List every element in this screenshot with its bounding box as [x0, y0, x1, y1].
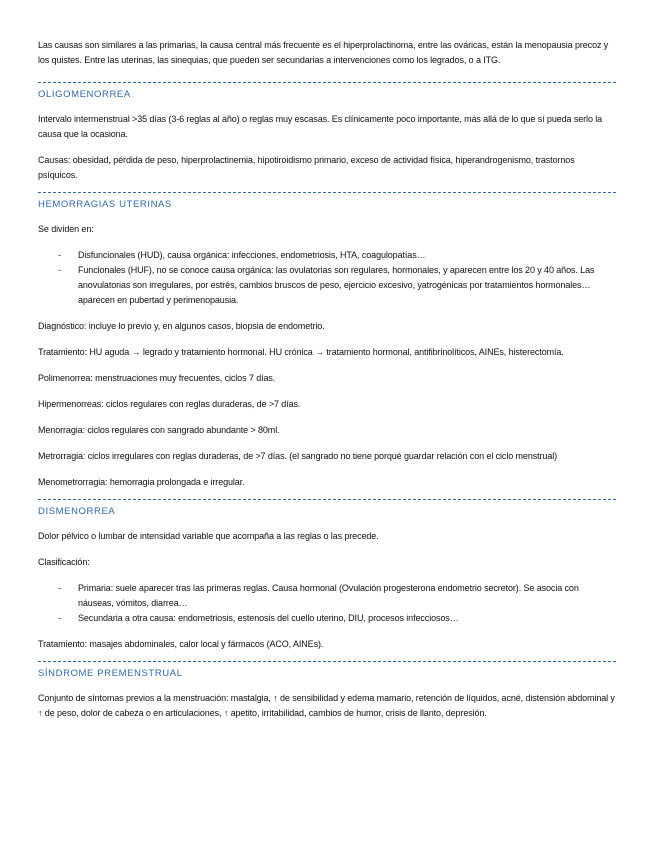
- oligomenorrea-definition: Intervalo intermenstrual >35 días (3-6 reglas al año) o reglas muy escasas. Es clínicamente poco importante, más allá de lo que sí pueda serlo la causa que la ocasiona.: [38, 114, 603, 139]
- dismenorrea-clasificacion: Clasificación:: [38, 557, 90, 567]
- hemorragias-diagnostico: Diagnóstico: incluye lo previo y, en algunos casos, biopsia de endometrio.: [38, 321, 325, 331]
- hemorragias-tratamiento: Tratamiento: HU aguda → legrado y tratamiento hormonal. HU crónica → tratamiento hormonal, antifibrinolíticos, AINEs, histerectomía.: [38, 347, 564, 357]
- metrorragia-definition: Metrorragia: ciclos irregulares con reglas duraderas, de >7 días. (el sangrado no tiene porqué guardar relación con el ciclo menstrual): [38, 451, 558, 461]
- section-heading-sindrome-premenstrual: SÍNDROME PREMENSTRUAL: [38, 661, 616, 680]
- section-heading-hemorragias: HEMORRAGIAS UTERINAS: [38, 192, 616, 211]
- dismenorrea-definition: Dolor pélvico o lumbar de intensidad variable que acompaña a las reglas o las precede.: [38, 531, 379, 541]
- menometrorragia-definition: Menometrorragia: hemorragia prolongada e irregular.: [38, 477, 245, 487]
- list-item: - Secundaria a otra causa: endometriosis, estenosis del cuello uterino, DIU, procesos infecciosos…: [58, 611, 616, 626]
- hemorragias-list: [38, 248, 616, 308]
- hemorragias-intro: Se dividen en:: [38, 224, 94, 234]
- hipermenorreas-definition: Hipermenorreas: ciclos regulares con reglas duraderas, de >7 días.: [38, 399, 301, 409]
- section-heading-dismenorrea: DISMENORREA: [38, 499, 616, 518]
- list-item: - Primaria: suele aparecer tras las primeras reglas. Causa hormonal (Ovulación progesterona endometrio secretor). Se asocia con náuseas, vómitos, diarrea…: [58, 581, 616, 611]
- premenstrual-definition: Conjunto de síntomas previos a la menstruación: mastalgia, ↑ de sensibilidad y edema mamario, retención de líquidos, acné, distensión abdominal y ↑ de peso, dolor de cabeza o en articulaciones, ↑ apetito, irritabilidad, cambios de humor, crisis de llanto, depresión.: [38, 693, 615, 718]
- list-item: - Funcionales (HUF), no se conoce causa orgánica: las ovulatorias son regulares, hormonales, y aparecen entre los 20 y 40 años. Las anovulatorias son irregulares, por estrés, cambios bruscos de peso, ejercicio excesivo, yatrogénicas por tratamientos hormonales… aparecen en pubertad y perimenopausia.: [58, 263, 616, 308]
- intro-paragraph: Las causas son similares a las primarias, la causa central más frecuente es el hiperprolactinoma, entre las ováricas, están la menopausia precoz y los quistes. Entre las uterinas, las sinequias, que pueden ser secundarias a intervenciones como los legrados, o a ITG.: [38, 40, 609, 65]
- list-item: - Disfuncionales (HUD), causa orgánica: infecciones, endometriosis, HTA, coagulopatías…: [58, 248, 616, 263]
- document-page: [38, 38, 616, 721]
- oligomenorrea-causes: Causas: obesidad, pérdida de peso, hiperprolactinemia, hipotiroidismo primario, exceso de actividad física, hiperandrogenismo, trastornos psíquicos.: [38, 155, 575, 180]
- section-heading-oligomenorrea: OLIGOMENORREA: [38, 82, 616, 101]
- polimenorrea-definition: Polimenorrea: menstruaciones muy frecuentes, ciclos 7 días.: [38, 373, 276, 383]
- dismenorrea-list: [38, 581, 616, 626]
- menorragia-definition: Menorragia: ciclos regulares con sangrado abundante > 80ml.: [38, 425, 280, 435]
- dismenorrea-tratamiento: Tratamiento: masajes abdominales, calor local y fármacos (ACO, AINEs).: [38, 639, 324, 649]
